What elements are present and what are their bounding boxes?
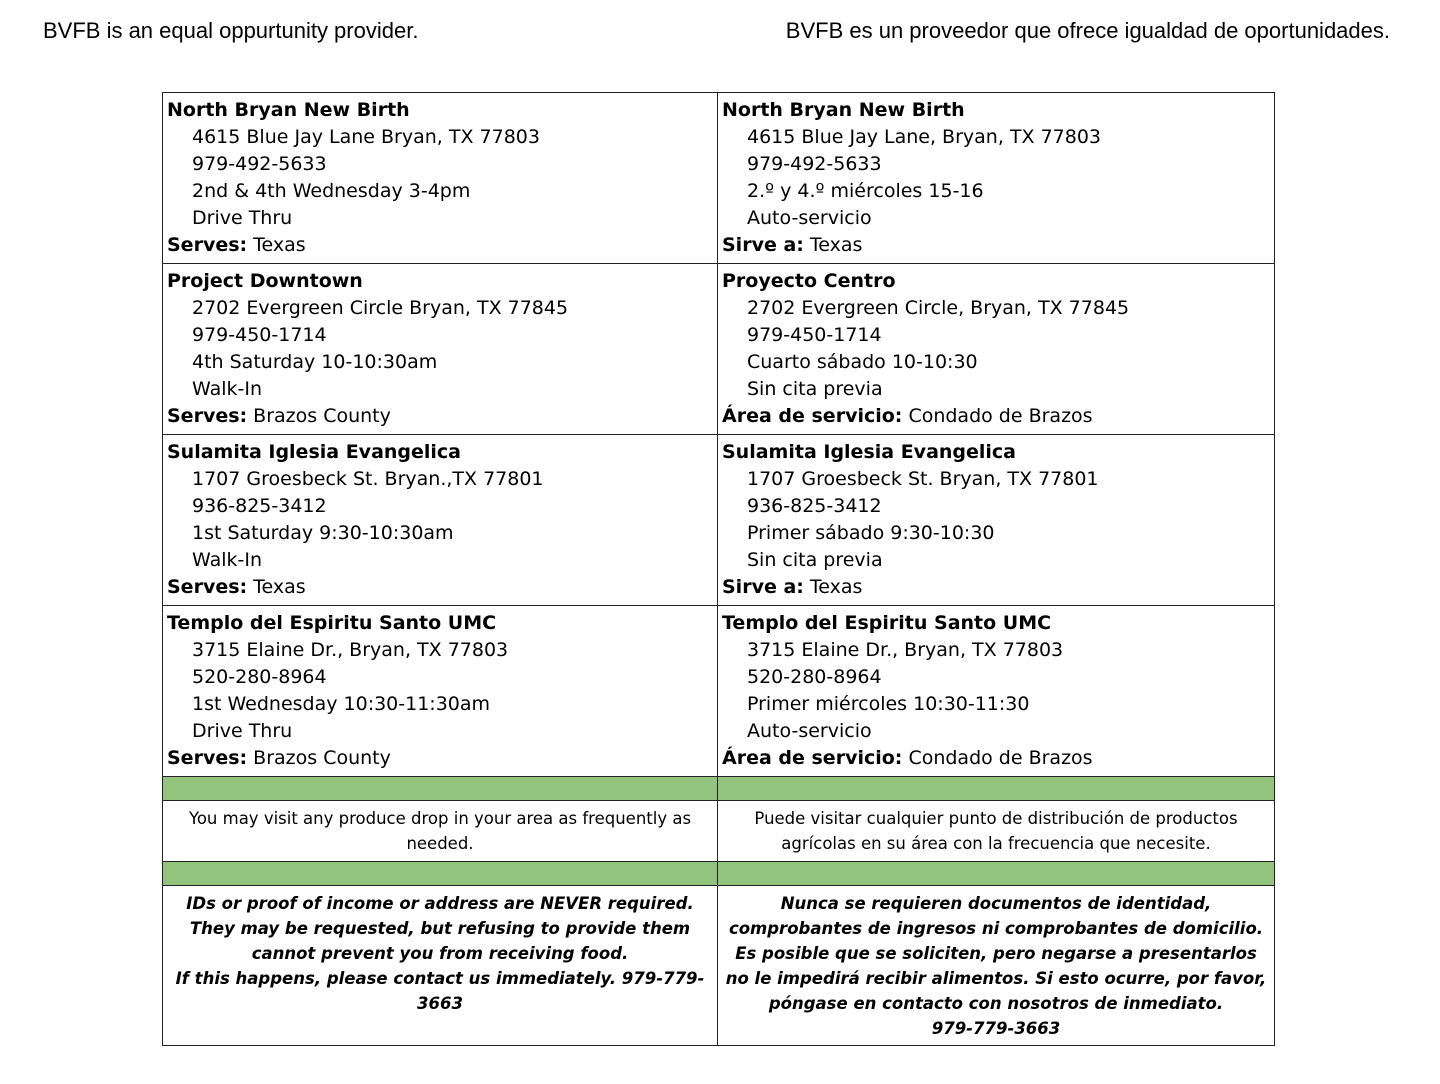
serves-value: Texas — [253, 575, 306, 598]
location-serves — [722, 574, 1270, 601]
id-note-phone: 979-779-3663 — [931, 1019, 1061, 1038]
produce-drop-table — [162, 92, 1275, 1046]
location-schedule: 2nd & 4th Wednesday 3-4pm — [192, 179, 471, 202]
location-address: 1707 Groesbeck St. Bryan, TX 77801 — [747, 467, 1099, 490]
serves-value: Texas — [809, 233, 863, 256]
location-schedule: 1st Saturday 9:30-10:30am — [192, 521, 454, 544]
id-note-english — [163, 886, 718, 1046]
serves-label: Serves: — [167, 746, 248, 769]
serves-label: Serves: — [167, 575, 248, 598]
location-serves — [722, 745, 1270, 772]
visit-note-row — [163, 801, 1275, 862]
id-note-row — [163, 886, 1275, 1046]
serves-value: Condado de Brazos — [908, 746, 1093, 769]
location-schedule: Cuarto sábado 10-10:30 — [747, 350, 978, 373]
location-name: Templo del Espiritu Santo UMC — [167, 612, 497, 634]
visit-note-english: You may visit any produce drop in your area as frequently as needed. — [163, 801, 718, 862]
green-separator-row — [163, 777, 1275, 801]
location-address: 4615 Blue Jay Lane Bryan, TX 77803 — [192, 125, 540, 148]
location-address: 1707 Groesbeck St. Bryan.,TX 77801 — [192, 467, 544, 490]
location-name: Project Downtown — [167, 270, 363, 292]
location-name: Sulamita Iglesia Evangelica — [722, 441, 1017, 463]
location-name: Sulamita Iglesia Evangelica — [167, 441, 462, 463]
visit-note-spanish: Puede visitar cualquier punto de distribución de productos agrícolas en su área con la frecuencia que necesite. — [718, 801, 1275, 862]
location-address: 4615 Blue Jay Lane, Bryan, TX 77803 — [747, 125, 1102, 148]
serves-value: Texas — [809, 575, 863, 598]
serves-value: Condado de Brazos — [908, 404, 1093, 427]
location-schedule: Primer sábado 9:30-10:30 — [747, 521, 995, 544]
green-band — [718, 862, 1275, 886]
location-type: Sin cita previa — [747, 548, 883, 571]
green-separator-row — [163, 862, 1275, 886]
green-band — [163, 777, 718, 801]
serves-label: Serves: — [167, 404, 248, 427]
location-address: 2702 Evergreen Circle, Bryan, TX 77845 — [747, 296, 1130, 319]
id-note-line: Nunca se requieren documentos de identidad, comprobantes de ingresos ni comprobantes de domicilio. Es posible que se soliciten, pero negarse a presentarlos no le impedirá recibir alimentos. Si esto ocurre, por favor, póngase en contacto con nosotros de inmediato. — [725, 894, 1267, 1013]
location-cell-english — [163, 93, 718, 264]
location-phone: 936-825-3412 — [192, 494, 327, 517]
green-band — [163, 862, 718, 886]
location-cell-spanish — [718, 435, 1275, 606]
table-row — [163, 264, 1275, 435]
serves-label: Sirve a: — [722, 575, 804, 598]
location-schedule: 1st Wednesday 10:30-11:30am — [192, 692, 491, 715]
location-serves — [167, 745, 713, 772]
location-phone: 520-280-8964 — [747, 665, 882, 688]
location-cell-spanish — [718, 606, 1275, 777]
header-english: BVFB is an equal oppurtunity provider. — [43, 18, 419, 43]
location-cell-spanish — [718, 93, 1275, 264]
location-type: Sin cita previa — [747, 377, 883, 400]
location-phone: 979-492-5633 — [747, 152, 882, 175]
location-name: North Bryan New Birth — [167, 99, 410, 121]
serves-label: Área de servicio: — [722, 746, 903, 769]
id-note-line: IDs or proof of income or address are NEVER required. — [186, 894, 694, 913]
serves-label: Serves: — [167, 233, 248, 256]
location-type: Walk-In — [192, 377, 262, 400]
location-address: 2702 Evergreen Circle Bryan, TX 77845 — [192, 296, 569, 319]
location-schedule: Primer miércoles 10:30-11:30 — [747, 692, 1030, 715]
location-type: Auto-servicio — [747, 719, 872, 742]
location-name: Proyecto Centro — [722, 270, 896, 292]
location-phone: 979-450-1714 — [747, 323, 882, 346]
location-cell-english — [163, 435, 718, 606]
location-phone: 936-825-3412 — [747, 494, 882, 517]
location-type: Auto-servicio — [747, 206, 872, 229]
location-serves — [167, 403, 713, 430]
serves-value: Brazos County — [253, 404, 391, 427]
location-address: 3715 Elaine Dr., Bryan, TX 77803 — [747, 638, 1064, 661]
location-serves — [167, 574, 713, 601]
table-row — [163, 435, 1275, 606]
location-type: Drive Thru — [192, 206, 293, 229]
location-phone: 979-492-5633 — [192, 152, 327, 175]
location-cell-english — [163, 264, 718, 435]
table-row — [163, 93, 1275, 264]
location-type: Walk-In — [192, 548, 262, 571]
table-row — [163, 606, 1275, 777]
serves-label: Área de servicio: — [722, 404, 903, 427]
green-band — [718, 777, 1275, 801]
id-note-spanish — [718, 886, 1275, 1046]
id-note-line: If this happens, please contact us immediately. 979-779-3663 — [175, 969, 705, 1013]
header-spanish: BVFB es un proveedor que ofrece igualdad de oportunidades. — [785, 18, 1390, 43]
location-phone: 979-450-1714 — [192, 323, 327, 346]
location-type: Drive Thru — [192, 719, 293, 742]
location-serves — [167, 232, 713, 259]
location-phone: 520-280-8964 — [192, 665, 327, 688]
location-serves — [722, 232, 1270, 259]
location-address: 3715 Elaine Dr., Bryan, TX 77803 — [192, 638, 509, 661]
serves-value: Brazos County — [253, 746, 391, 769]
location-serves — [722, 403, 1270, 430]
serves-value: Texas — [253, 233, 306, 256]
location-name: Templo del Espiritu Santo UMC — [722, 612, 1052, 634]
id-note-line: They may be requested, but refusing to provide them cannot prevent you from receiving food. — [189, 919, 691, 963]
location-name: North Bryan New Birth — [722, 99, 965, 121]
serves-label: Sirve a: — [722, 233, 804, 256]
location-schedule: 2.º y 4.º miércoles 15-16 — [747, 179, 984, 202]
location-cell-english — [163, 606, 718, 777]
location-cell-spanish — [718, 264, 1275, 435]
location-schedule: 4th Saturday 10-10:30am — [192, 350, 438, 373]
